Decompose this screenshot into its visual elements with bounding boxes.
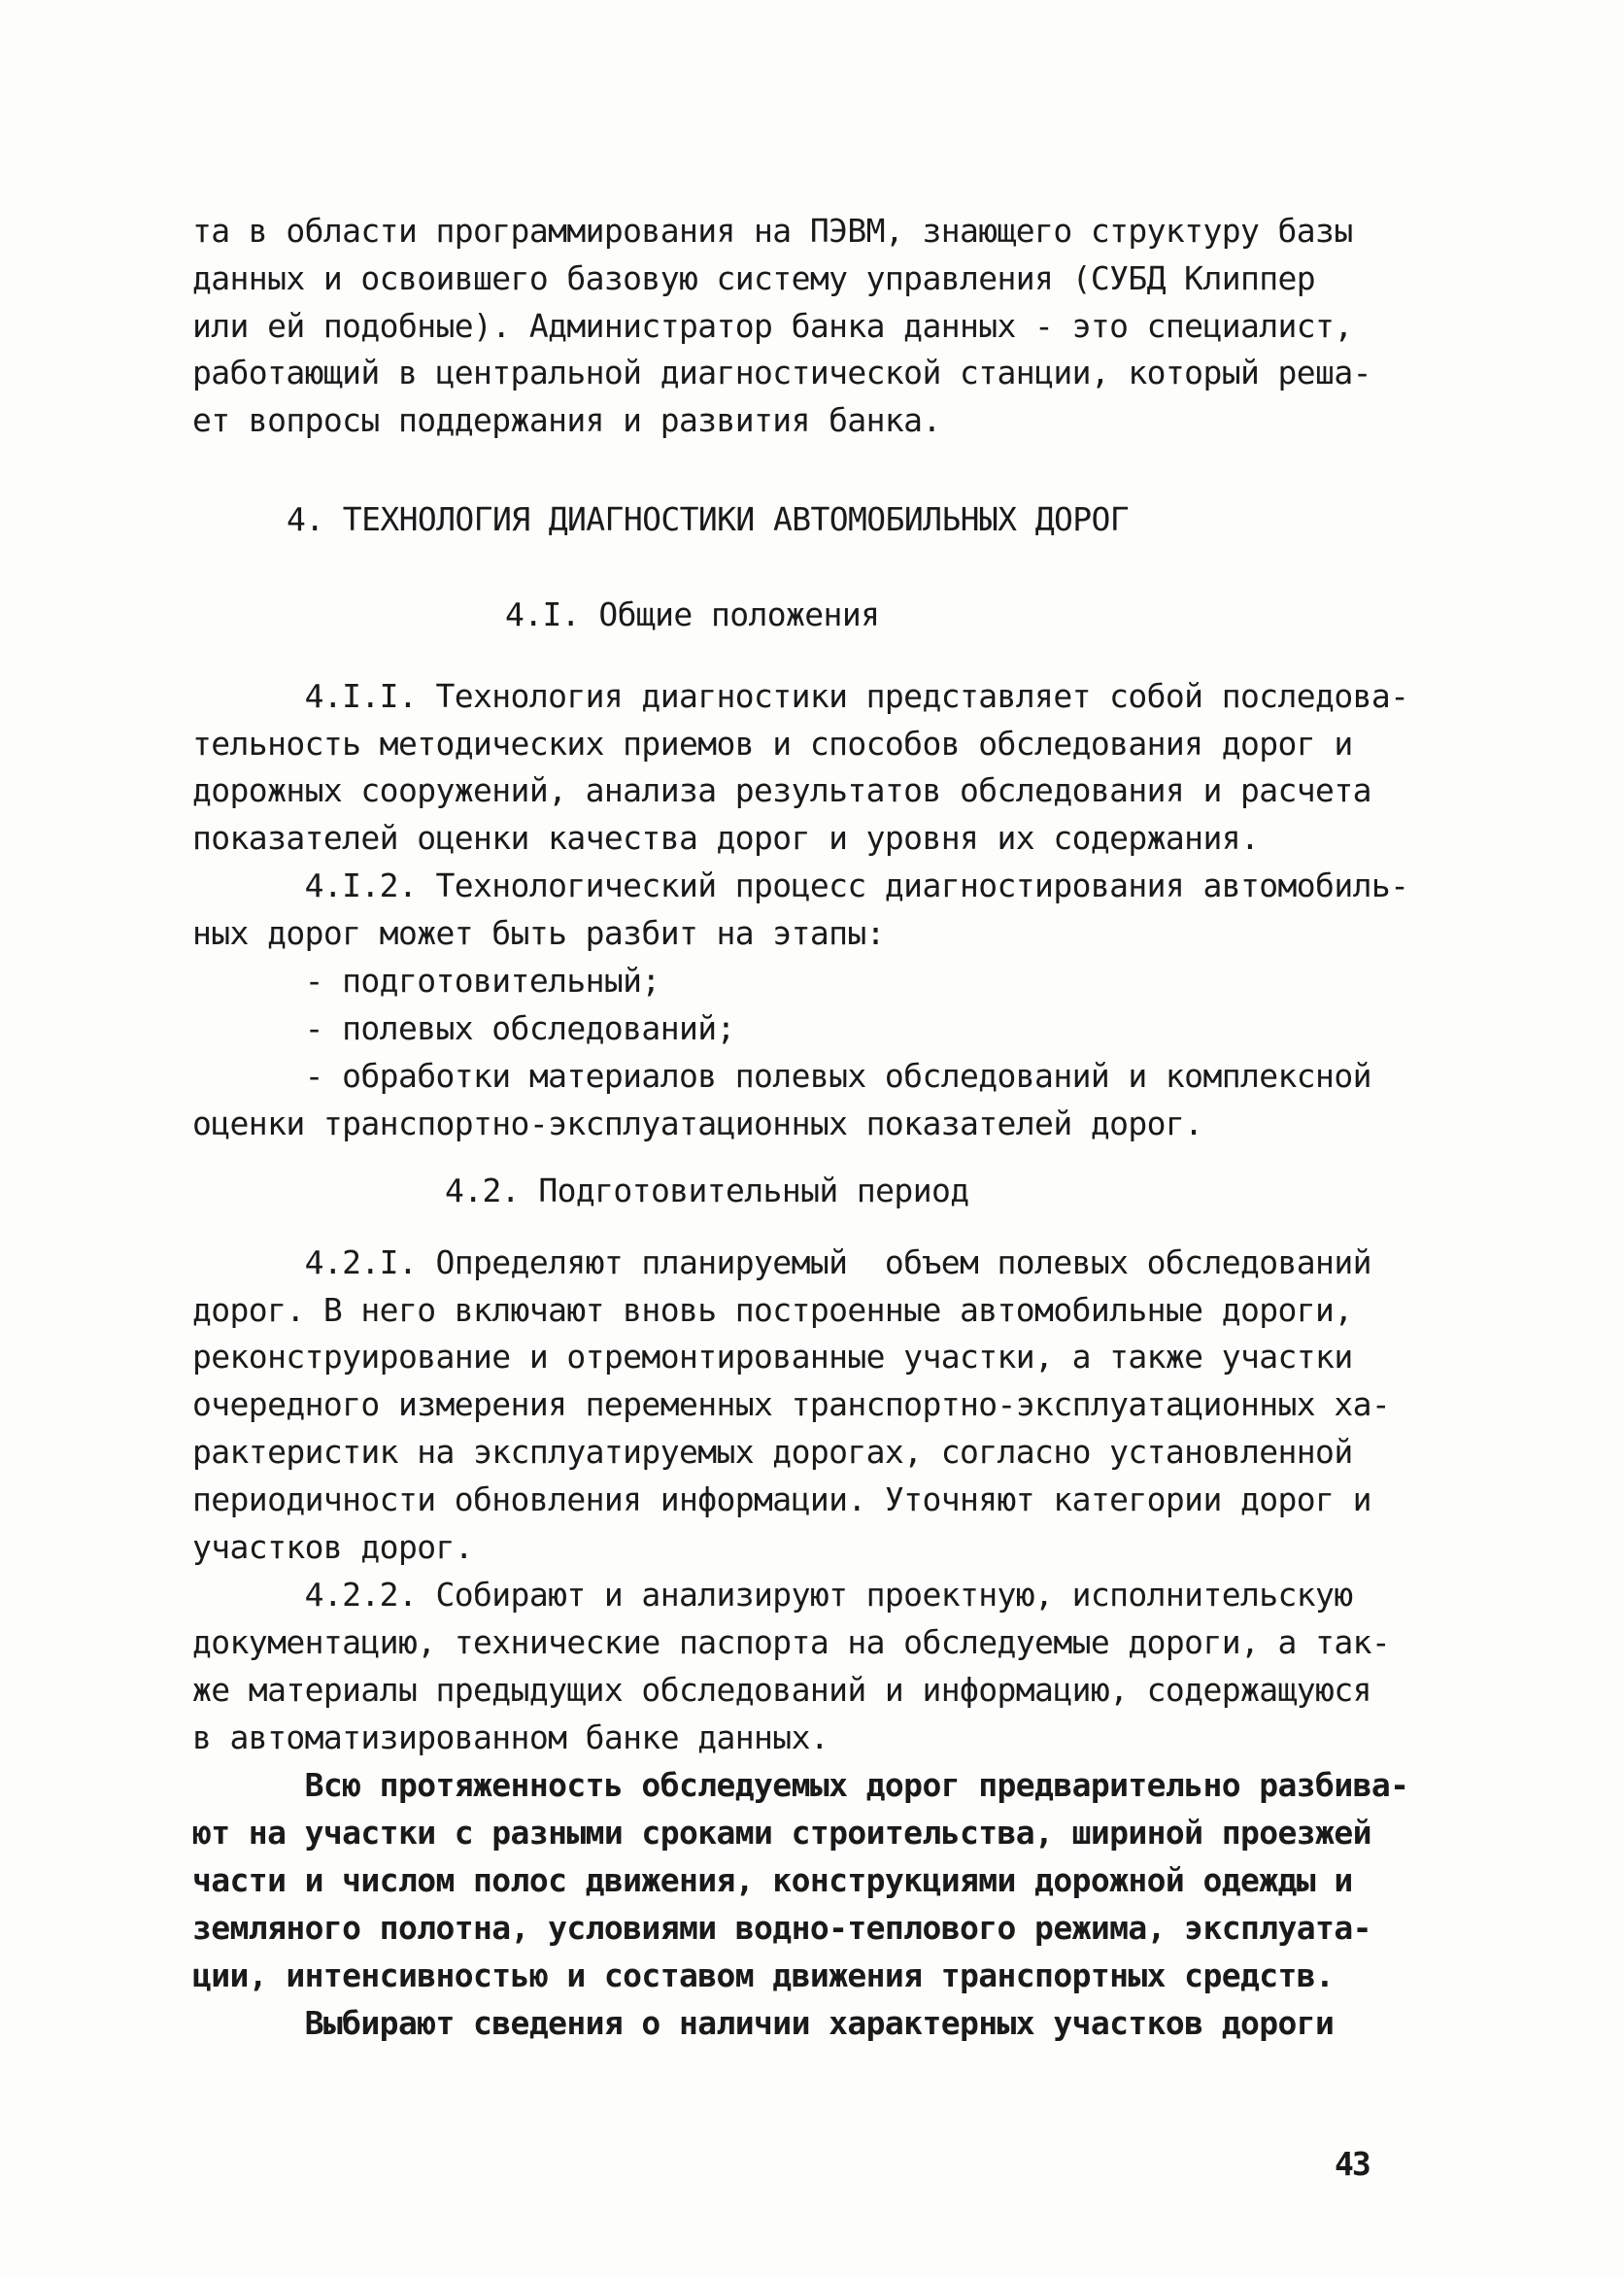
body-line: ных дорог может быть разбит на этапы: bbox=[192, 914, 885, 952]
body-line: Всю протяженность обследуемых дорог предварительно разбива- bbox=[192, 1766, 1409, 1804]
list-item: - полевых обследований; bbox=[192, 1009, 735, 1047]
section-title: 4.I. Общие положения bbox=[505, 595, 880, 633]
intro-line: ет вопросы поддержания и развития банка. bbox=[192, 401, 941, 439]
body-line: очередного измерения переменных транспортно-эксплуатационных ха- bbox=[192, 1385, 1391, 1423]
body-line: 4.2.2. Собирают и анализируют проектную, исполнительскую bbox=[192, 1576, 1353, 1614]
list-item: - обработки материалов полевых обследований и комплексной bbox=[192, 1057, 1371, 1095]
body-line: показателей оценки качества дорог и уровня их содержания. bbox=[192, 819, 1260, 857]
intro-line: данных и освоившего базовую систему управления (СУБД Клиппер bbox=[192, 259, 1316, 297]
body-line: дорожных сооружений, анализа результатов обследования и расчета bbox=[192, 771, 1371, 809]
body-line: ции, интенсивностью и составом движения транспортных средств. bbox=[192, 1956, 1335, 1994]
page-number: 43 bbox=[1335, 2145, 1370, 2183]
section-title: 4.2. Подготовительный период bbox=[445, 1172, 969, 1209]
body-line: ют на участки с разными сроками строительства, шириной проезжей bbox=[192, 1814, 1371, 1852]
body-line: тельность методических приемов и способов обследования дорог и bbox=[192, 725, 1353, 763]
intro-line: или ей подобные). Администратор банка данных - это специалист, bbox=[192, 307, 1353, 345]
body-line: оценки транспортно-эксплуатационных показателей дорог. bbox=[192, 1105, 1203, 1142]
body-line: реконструирование и отремонтированные участки, а также участки bbox=[192, 1338, 1353, 1376]
body-line: в автоматизированном банке данных. bbox=[192, 1718, 829, 1756]
body-line: периодичности обновления информации. Уточняют категории дорог и bbox=[192, 1480, 1371, 1518]
intro-line: та в области программирования на ПЭВМ, знающего структуру базы bbox=[192, 212, 1353, 250]
body-line: дорог. В него включают вновь построенные автомобильные дороги, bbox=[192, 1291, 1353, 1329]
body-line: документацию, технические паспорта на обследуемые дороги, а так- bbox=[192, 1623, 1391, 1661]
body-line: 4.2.I. Определяют планируемый объем полевых обследований bbox=[192, 1243, 1371, 1281]
body-line: участков дорог. bbox=[192, 1528, 474, 1566]
body-line: Выбирают сведения о наличии характерных участков дороги bbox=[192, 2004, 1335, 2042]
intro-line: работающий в центральной диагностической станции, который реша- bbox=[192, 354, 1371, 391]
body-line: же материалы предыдущих обследований и информацию, содержащуюся bbox=[192, 1671, 1371, 1709]
body-line: рактеристик на эксплуатируемых дорогах, согласно установленной bbox=[192, 1433, 1353, 1471]
chapter-title: 4. ТЕХНОЛОГИЯ ДИАГНОСТИКИ АВТОМОБИЛЬНЫХ ДОРОГ bbox=[287, 500, 1130, 538]
list-item: - подготовительный; bbox=[192, 962, 660, 1000]
body-line: земляного полотна, условиями водно-теплового режима, эксплуата- bbox=[192, 1909, 1371, 1947]
body-line: части и числом полос движения, конструкциями дорожной одежды и bbox=[192, 1861, 1353, 1899]
body-line: 4.I.2. Технологический процесс диагностирования автомобиль- bbox=[192, 867, 1409, 904]
body-line: 4.I.I. Технология диагностики представляет собой последова- bbox=[192, 677, 1409, 715]
